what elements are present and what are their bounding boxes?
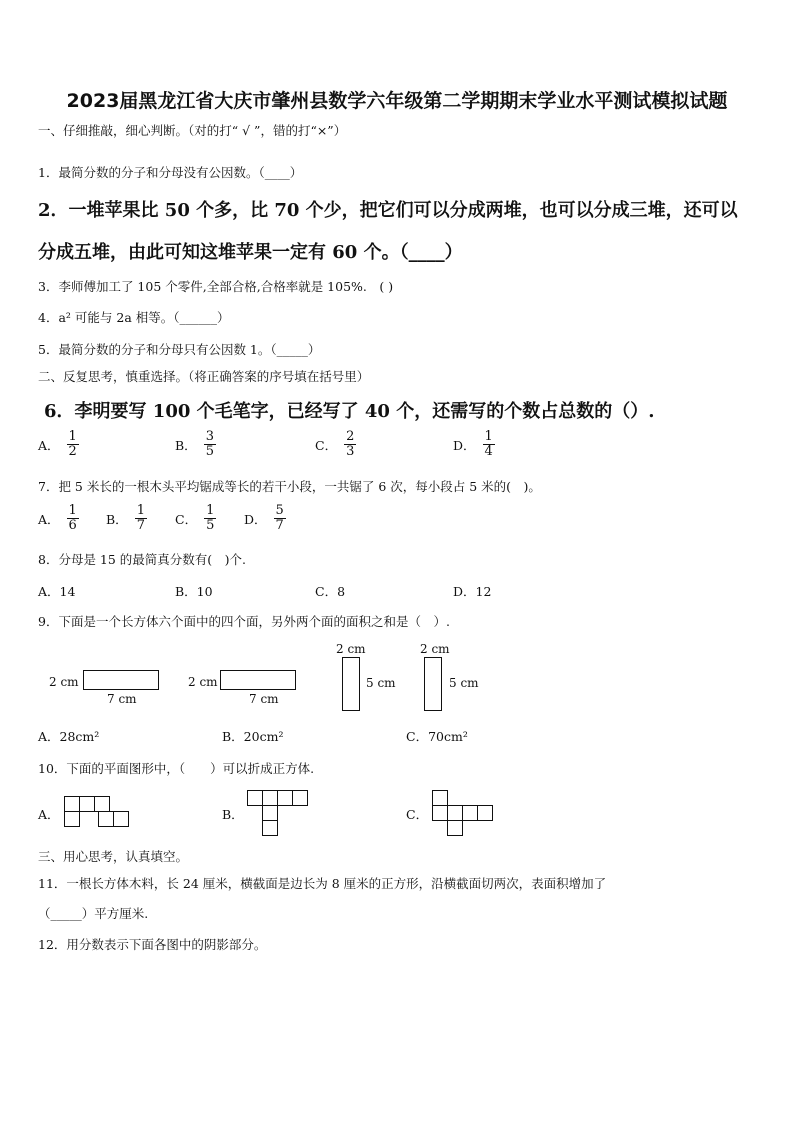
q7-option-a xyxy=(38,504,79,533)
fraction-denominator: 7 xyxy=(136,518,145,533)
net-square xyxy=(477,805,493,821)
question-12: 12．用分数表示下面各图中的阴影部分。 xyxy=(38,937,267,952)
net-square xyxy=(262,790,278,806)
q7-option-b xyxy=(106,504,147,533)
fraction-denominator: 7 xyxy=(275,518,284,533)
rect3-height-label: 5 cm xyxy=(366,676,396,690)
q6-option-d xyxy=(453,430,495,459)
rect4-height-label: 5 cm xyxy=(449,676,479,690)
net-square xyxy=(447,805,463,821)
rect-face-3 xyxy=(342,657,360,711)
fraction xyxy=(67,430,79,459)
fraction-denominator: 5 xyxy=(205,444,214,459)
question-3: 3．李师傅加工了 105 个零件,全部合格,合格率就是 105%. ( ) xyxy=(38,279,394,294)
net-square xyxy=(432,805,448,821)
fraction-numerator: 2 xyxy=(346,429,355,444)
question-4: 4．a² 可能与 2a 相等。（______） xyxy=(38,310,230,325)
rect-face-2 xyxy=(220,670,296,690)
section-3-heading: 三、用心思考，认真填空。 xyxy=(38,849,189,864)
net-square xyxy=(432,790,448,806)
fraction xyxy=(204,504,216,533)
fraction-denominator: 4 xyxy=(484,444,493,459)
net-square xyxy=(262,820,278,836)
fraction xyxy=(67,504,79,533)
net-square xyxy=(113,811,129,827)
fraction-numerator: 3 xyxy=(205,429,214,444)
fraction xyxy=(135,504,147,533)
q10-net-b xyxy=(247,790,317,838)
rect4-width-label: 2 cm xyxy=(420,642,450,656)
section-2-heading: 二、反复思考，慎重选择。（将正确答案的序号填在括号里） xyxy=(38,369,370,384)
rect2-width-label: 7 cm xyxy=(249,692,279,706)
fraction-denominator: 6 xyxy=(68,518,77,533)
option-label: B． xyxy=(175,437,197,453)
option-label: C． xyxy=(315,437,338,453)
fraction xyxy=(483,430,495,459)
question-7: 7．把 5 米长的一根木头平均锯成等长的若干小段，一共锯了 6 次，每小段占 5 米的( )。 xyxy=(38,479,541,494)
rect3-width-label: 2 cm xyxy=(336,642,366,656)
net-square xyxy=(64,811,80,827)
q10-net-a xyxy=(64,796,134,832)
option-label: C． xyxy=(175,511,198,527)
fraction-numerator: 1 xyxy=(484,429,493,444)
rect-face-1 xyxy=(83,670,159,690)
question-6: 6．李明要写 100 个毛笔字，已经写了 40 个，还需写的个数占总数的（）. xyxy=(44,401,655,422)
q7-option-d xyxy=(244,504,286,533)
fraction-numerator: 1 xyxy=(136,503,145,518)
rect1-width-label: 7 cm xyxy=(107,692,137,706)
q10-option-c-label: C． xyxy=(406,807,429,822)
question-8: 8．分母是 15 的最简真分数有( )个. xyxy=(38,552,247,567)
fraction-denominator: 5 xyxy=(206,518,215,533)
q8-option-a: A．14 xyxy=(38,584,76,599)
q10-option-a-label: A． xyxy=(38,807,60,822)
q7-option-c xyxy=(175,504,216,533)
net-square xyxy=(292,790,308,806)
page-title: 2023届黑龙江省大庆市肇州县数学六年级第二学期期末学业水平测试模拟试题 xyxy=(66,90,728,112)
net-square xyxy=(94,796,110,812)
question-2-line-1: 2．一堆苹果比 50 个多，比 70 个少，把它们可以分成两堆，也可以分成三堆，还可以 xyxy=(38,200,738,221)
rect2-height-label: 2 cm xyxy=(188,675,218,689)
option-label: D． xyxy=(244,511,267,527)
question-9: 9．下面是一个长方体六个面中的四个面，另外两个面的面积之和是（ ）. xyxy=(38,614,450,629)
q6-option-c xyxy=(315,430,356,459)
question-2-line-2: 分成五堆，由此可知这堆苹果一定有 60 个。（____） xyxy=(38,242,463,263)
fraction-numerator: 1 xyxy=(206,503,215,518)
fraction xyxy=(204,430,216,459)
fraction-numerator: 1 xyxy=(68,429,77,444)
q8-option-b: B．10 xyxy=(175,584,213,599)
q6-option-a xyxy=(38,430,79,459)
fraction-numerator: 1 xyxy=(68,503,77,518)
fraction-denominator: 3 xyxy=(346,444,355,459)
q9-figures xyxy=(45,640,565,720)
q10-option-b-label: B． xyxy=(222,807,244,822)
net-square xyxy=(262,805,278,821)
section-1-heading: 一、仔细推敲，细心判断。（对的打“ √ ”，错的打“×”） xyxy=(38,123,347,138)
q8-option-d: D．12 xyxy=(453,584,492,599)
q9-option-c: C．70cm² xyxy=(406,729,468,744)
option-label: D． xyxy=(453,437,476,453)
q8-option-c: C．8 xyxy=(315,584,346,599)
fraction xyxy=(274,504,286,533)
net-square xyxy=(462,805,478,821)
option-label: B． xyxy=(106,511,128,527)
net-square xyxy=(79,796,95,812)
question-11-line-2: （_____）平方厘米. xyxy=(38,906,149,921)
q6-option-b xyxy=(175,430,216,459)
q9-option-b: B．20cm² xyxy=(222,729,284,744)
rect1-height-label: 2 cm xyxy=(49,675,79,689)
question-10: 10．下面的平面图形中，（ ）可以折成正方体. xyxy=(38,761,315,776)
rect-face-4 xyxy=(424,657,442,711)
option-label: A． xyxy=(38,511,60,527)
q10-net-c xyxy=(432,790,502,838)
fraction-numerator: 5 xyxy=(275,503,284,518)
question-11-line-1: 11．一根长方体木料，长 24 厘米，横截面是边长为 8 厘米的正方形，沿横截面切两次，表面积增加了 xyxy=(38,876,607,891)
question-5: 5．最简分数的分子和分母只有公因数 1。（_____） xyxy=(38,342,321,357)
fraction xyxy=(344,430,356,459)
q9-option-a: A．28cm² xyxy=(38,729,100,744)
option-label: A． xyxy=(38,437,60,453)
net-square xyxy=(447,820,463,836)
net-square xyxy=(247,790,263,806)
net-square xyxy=(277,790,293,806)
fraction-denominator: 2 xyxy=(68,444,77,459)
question-1: 1．最简分数的分子和分母没有公因数。（____） xyxy=(38,165,303,180)
net-square xyxy=(64,796,80,812)
net-square xyxy=(98,811,114,827)
